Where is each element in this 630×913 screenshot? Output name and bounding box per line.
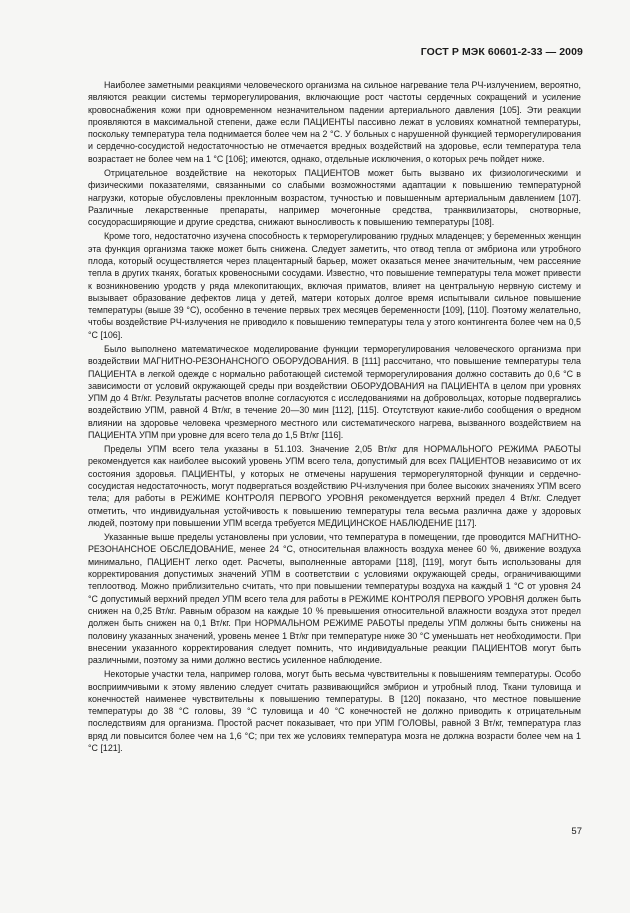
paragraph: Отрицательное воздействие на некоторых ПАЦИЕНТОВ может быть вызвано их физиологическими и физическими показателями, связанными со слабыми возможностями адаптации к повышению температурной нагрузки, которые обусловлены преклонным возрастом, тучностью и повышенным артериальным давлением [107]. Различные лекарственные препараты, например мочегонные средства, транквилизаторы, снотворные, сосудорасширяющие и другие средства, снижают выносливость к повышению температуры [108]. xyxy=(88,167,581,228)
paragraph: Было выполнено математическое моделирование функции терморегулирования человеческого организма при воздействии МАГНИТНО-РЕЗОНАНСНОГО ОБОРУДОВАНИЯ. В [111] рассчитано, что повышение температуры тела ПАЦИЕНТА в легкой одежде с нормально работающей системой терморегулирования должно составить до 0,6 °С в зависимости от условий окружающей среды при воздействии ОБОРУДОВАНИЯ на ПАЦИЕНТА в целом при уровнях УПМ до 4 Вт/кг. Результаты расчетов вполне согласуются с исследованиями на добровольцах, которые подвергались воздействию УПМ, равной 4 Вт/кг, в течение 20—30 мин [112], [115]. Отсутствуют какие-либо сообщения о вредном влиянии на здоровье человека чрезмерного местного или систематического нагрева, вызванного воздействием на ПАЦИЕНТА УПМ при уровне для всего тела до 1,5 Вт/кг [116]. xyxy=(88,343,581,440)
standard-header: ГОСТ Р МЭК 60601-2-33 — 2009 xyxy=(420,46,583,58)
paragraph: Наиболее заметными реакциями человеческого организма на сильное нагревание тела РЧ-излучением, вероятно, являются реакции системы терморегулирования, включающие рост частоты сердечных сокращений и усиление кровоснабжения кожи при одновременном незначительном падении артериального давления [105]. Эти реакции проявляются в максимальной степени, даже если ПАЦИЕНТЫ пассивно лежат в условиях комнатной температуры, поскольку температура тела поднимается более чем на 2 °С. У больных с нарушенной функцией терморегулирования и сердечно-сосудистой недостаточностью не отмечается вредных воздействий на здоровье, если температура тела возрастает не более чем на 1 °С [106]; имеются, однако, отдельные исключения, о которых речь пойдет ниже. xyxy=(88,80,581,164)
paragraph: Некоторые участки тела, например голова, могут быть весьма чувствительны к повышениям температуры. Особо восприимчивыми к этому явлению следует считать развивающийся эмбрион и утробный плод. Ткани туловища и конечностей наименее чувствительны к повышению температуры. В [120] показано, что местное повышение температуры до 38 °С головы, 39 °С туловища и 40 °С конечностей не должно приводить к отрицательным последствиям для организма. Простой расчет показывает, что при УПМ ГОЛОВЫ, равной 3 Вт/кг, температура глаз вряд ли повысится более чем на 1,6 °С; при тех же условиях температура мозга не должна возрасти более чем на 1 °С [121]. xyxy=(88,669,581,754)
document-body xyxy=(88,79,581,756)
page-number: 57 xyxy=(571,826,582,837)
paragraph: Кроме того, недостаточно изучена способность к терморегулированию грудных младенцев; у беременных женщин эта функция организма также может быть снижена. Следует заметить, что отвод тепла от эмбриона или утробного плода, который осуществляется через плацентарный барьер, может оказаться менее значительным, чем рассеяние тепла в других тканях, богатых кровеносными сосудами. Известно, что повышение температуры тела может привести к возникновению уродств у ряда млекопитающих, включая приматов, влияет на центральную нервную систему и вызывает образование дефектов лица у детей, матери которых долгое время испытывали сильное повышение температуры (выше 39 °С), особенно в течение первых трех месяцев беременности [109], [110]. Поэтому желательно, чтобы воздействие РЧ-излучения не приводило к повышению температуры тела у этого контингента более чем на 0,5 °С [106]. xyxy=(88,231,581,340)
paragraph: Пределы УПМ всего тела указаны в 51.103. Значение 2,05 Вт/кг для НОРМАЛЬНОГО РЕЖИМА РАБОТЫ рекомендуется как наиболее высокий уровень УПМ всего тела, допустимый для всех ПАЦИЕНТОВ независимо от их состояния здоровья. ПАЦИЕНТЫ, у которых не отмечены нарушения терморегуляторной функции и сердечно-сосудистая недостаточность, могут подвергаться воздействию РЧ-излучения при более высоких значениях УПМ всего тела; для работы в РЕЖИМЕ КОНТРОЛЯ ПЕРВОГО УРОВНЯ рекомендуется верхний предел 4 Вт/кг. Следует отметить, что индивидуальная устойчивость к повышению температуры тела весьма различна даже у здоровых людей, поэтому при повышении УПМ всегда требуется МЕДИЦИНСКОЕ НАБЛЮДЕНИЕ [117]. xyxy=(88,444,581,528)
paragraph: Указанные выше пределы установлены при условии, что температура в помещении, где проводится МАГНИТНО-РЕЗОНАНСНОЕ ОБСЛЕДОВАНИЕ, менее 24 °С, относительная влажность воздуха менее 60 %, движение воздуха минимально, ПАЦИЕНТ легко одет. Расчеты, выполненные авторами [118], [119], могут быть использованы для корректирования допустимых значений УПМ в соответствии с условиями окружающей среды, ограничивающими теплоотвод. Можно приблизительно считать, что при повышении температуры воздуха на каждый 1 °С от уровня 24 °С допустимый верхний предел УПМ всего тела для работы в РЕЖИМЕ КОНТРОЛЯ ПЕРВОГО УРОВНЯ должен быть снижен на 0,25 Вт/кг. Равным образом на каждые 10 % превышения относительной влажности воздуха этот предел должен быть снижен на 0,1 Вт/кг. При НОРМАЛЬНОМ РЕЖИМЕ РАБОТЫ пределы УПМ должны быть снижены на половину указанных значений, уровень менее 1 Вт/кг при температуре ниже 30 °С уменьшать нет необходимости. При внесении указанного корректирования следует помнить, что индивидуальные реакции ПАЦИЕНТОВ могут быть различными, поэтому за ними должно вестись усиленное наблюдение. xyxy=(88,532,581,666)
